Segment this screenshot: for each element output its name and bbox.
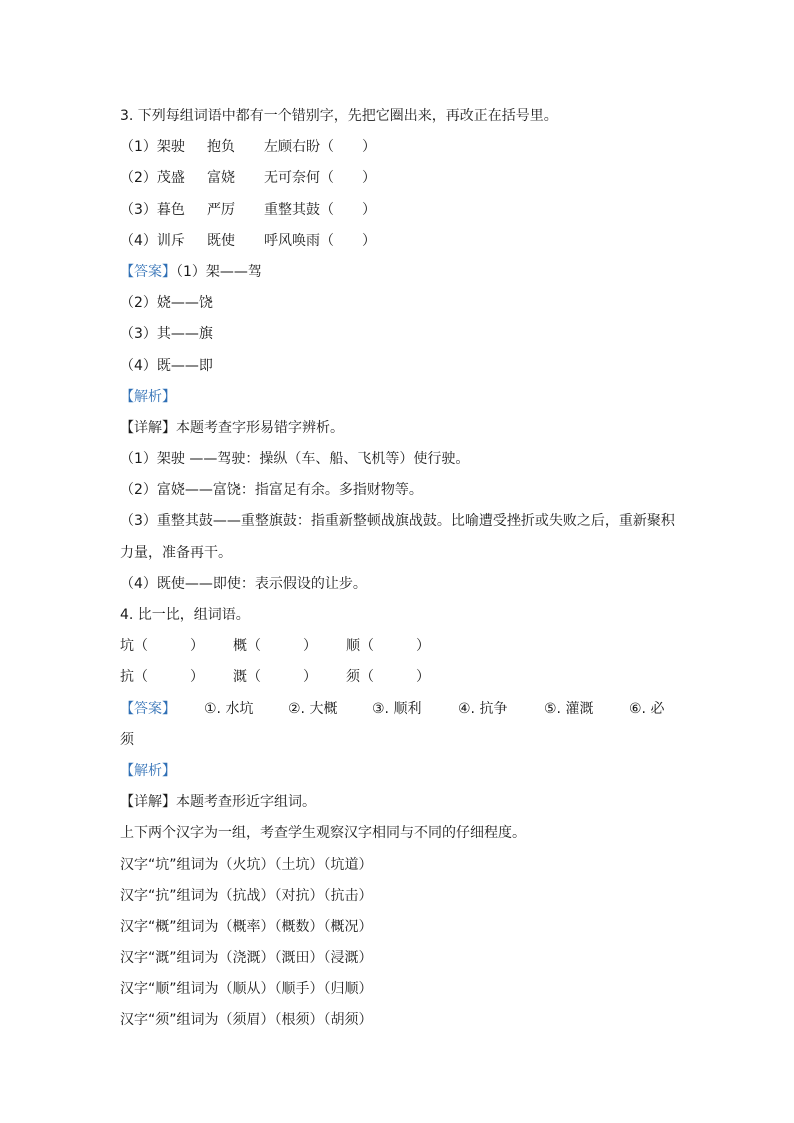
q3-word: 富娆 bbox=[207, 170, 235, 187]
q3-word: 无可奈何（ ） bbox=[264, 170, 376, 187]
q3-title: 3. 下列每组词语中都有一个错别字，先把它圈出来，再改正在括号里。 bbox=[120, 108, 558, 124]
q4-item: 须（ ） bbox=[346, 669, 430, 686]
q3-word: 重整其鼓（ ） bbox=[264, 201, 376, 218]
detail-tag: 【详解】 bbox=[120, 419, 176, 436]
q3-row bbox=[120, 163, 680, 194]
q4-answer-wrap: 须 bbox=[120, 731, 134, 748]
q3-detail: （2）富娆——富饶：指富足有余。多指财物等。 bbox=[120, 482, 423, 499]
q4-item: 顺（ ） bbox=[346, 638, 430, 655]
q3-word: （4）训斥 bbox=[120, 232, 185, 249]
q3-answer: （3）其——旗 bbox=[120, 326, 213, 343]
q3-row bbox=[120, 195, 680, 226]
q4-answer: ⑥. 必 bbox=[629, 700, 665, 717]
answer-tag: 【答案】 bbox=[120, 263, 176, 280]
q3-word: 抱负 bbox=[207, 139, 235, 156]
q3-word: （2）茂盛 bbox=[120, 170, 185, 187]
q4-answer: ③. 顺利 bbox=[372, 700, 422, 717]
q3-detail: （4）既使——即使：表示假设的让步。 bbox=[120, 575, 367, 592]
q3-word: 呼风唤雨（ ） bbox=[264, 232, 376, 249]
q3-answer: （4）既——即 bbox=[120, 357, 213, 374]
q4-item: 抗（ ） bbox=[120, 669, 204, 686]
q3-detail: （3）重整其鼓——重整旗鼓：指重新整顿战旗战鼓。比喻遭受挫折或失败之后，重新聚积 bbox=[120, 513, 675, 530]
q4-answer-line bbox=[120, 694, 680, 725]
q3-row bbox=[120, 132, 680, 163]
q4-detail: 汉字“坑”组词为（火坑）（土坑）（坑道） bbox=[120, 856, 373, 873]
q4-detail: 汉字“概”组词为（概率）（概数）（概况） bbox=[120, 918, 373, 935]
q3-detail-intro: 本题考查字形易错字辨析。 bbox=[176, 419, 344, 436]
analysis-tag: 【解析】 bbox=[120, 388, 176, 405]
q4-row bbox=[120, 662, 680, 693]
q4-answer: ①. 水坑 bbox=[204, 700, 254, 717]
detail-tag: 【详解】 bbox=[120, 794, 176, 811]
q3-detail: （1）架驶 ——驾驶：操纵（车、船、飞机等）使行驶。 bbox=[120, 451, 470, 468]
q3-answer: （1）架——驾 bbox=[176, 263, 262, 280]
q4-title: 4. 比一比，组词语。 bbox=[120, 607, 250, 623]
q3-word: 左顾右盼（ ） bbox=[264, 139, 376, 156]
q3-word: 严厉 bbox=[207, 201, 235, 218]
q4-answer: ⑤. 灌溉 bbox=[544, 700, 594, 717]
q4-item: 溉（ ） bbox=[233, 669, 317, 686]
q3-word: 既使 bbox=[207, 232, 235, 249]
q4-row bbox=[120, 631, 680, 662]
q4-item: 坑（ ） bbox=[120, 638, 204, 655]
q4-detail: 汉字“溉”组词为（浇溉）（溉田）（浸溉） bbox=[120, 950, 373, 967]
q4-detail: 汉字“顺”组词为（顺从）（顺手）（归顺） bbox=[120, 981, 373, 998]
q4-detail-intro: 本题考查形近字组词。 bbox=[176, 794, 316, 811]
q4-detail: 汉字“须”组词为（须眉）（根须）（胡须） bbox=[120, 1012, 373, 1029]
document-page bbox=[120, 101, 680, 1037]
q3-detail-line bbox=[120, 413, 680, 444]
q4-item: 概（ ） bbox=[233, 638, 317, 655]
q3-detail: 力量，准备再干。 bbox=[120, 544, 232, 561]
answer-tag: 【答案】 bbox=[120, 700, 176, 717]
q3-row bbox=[120, 226, 680, 257]
q4-answer: ④. 抗争 bbox=[458, 700, 508, 717]
q4-answer: ②. 大概 bbox=[288, 700, 338, 717]
q3-answer-line bbox=[120, 257, 680, 288]
q4-detail: 上下两个汉字为一组，考查学生观察汉字相同与不同的仔细程度。 bbox=[120, 825, 526, 842]
q4-detail-line bbox=[120, 787, 680, 818]
analysis-tag: 【解析】 bbox=[120, 762, 176, 779]
q4-detail: 汉字“抗”组词为（抗战）（对抗）（抗击） bbox=[120, 887, 373, 904]
q3-answer: （2）娆——饶 bbox=[120, 295, 213, 312]
q3-word: （1）架驶 bbox=[120, 139, 185, 156]
q3-word: （3）暮色 bbox=[120, 201, 185, 218]
